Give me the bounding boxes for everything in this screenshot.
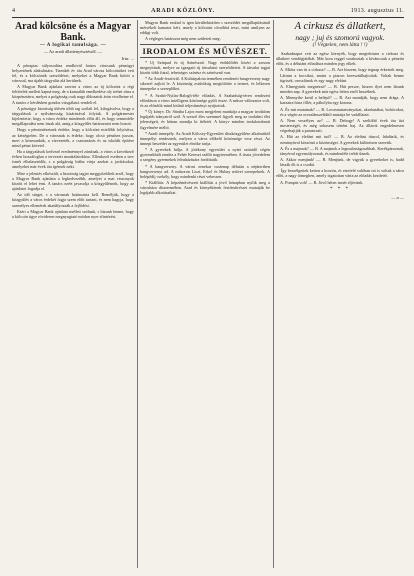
column-right (276, 20, 404, 568)
article-paragraph: Ha a tárgyalások kedvező eredménnyel zárulnak, a város a következő évben hozzáfoghat a tervezett munkálatokhoz. Ellenkező esetben a terv ismét elhalasztódik, s a polgárság hiába várja azokat a javításokat, amelyeket már évek óta ígérnek neki. (12, 149, 134, 170)
news-item: * Uj Színpad és új Színésznő. Nagy érdeklődés kíséri a szezon megnyitását, melyre az igazgató új társulatot szerződtetett. A társulat tagjai között több fiatal, tehetséges színész és színésznő van. (140, 59, 270, 75)
dialogue-line: A. Mióta van itt a cirkusz? — B. Azt hiszem, hogy tegnap érkeztek meg. Láttam a kocsikat, amint a piacon keresztülhajtottak. Voltak benne tigrisek, oroszlánok és egy nagy elefánt. (280, 67, 404, 83)
article-paragraph: A pénzpiac súlyosodása rendkívül fontos városunk pénzügyi helyzetének alakulására. Tizenkét év óta Arad városa kölcsönöket vett fel, és a kölcsönök szerződései, melyeket a Magyar Bank kötött a várossal, ma újabb tárgyalás alá kerülnek. (12, 62, 134, 83)
section-divider-stars: * * * (330, 186, 350, 192)
column-separator (137, 20, 138, 568)
newspaper-title: ARADI KÖZLÖNY. (151, 8, 216, 14)
feature-paragraph: Szabadnapot vett az egész környék, hogy megtekintse a cirkusz és állatkert vendégjátékát. Már kora reggel sorakoztak a kíváncsiak a pénztár előtt, és a délutáni előadásra minden jegy elkelt. (276, 51, 404, 67)
dialogue-line: A. Pompás volt! — B. Jövő héten ismét eljövünk. (280, 179, 364, 185)
news-item: * Kiállítás. A képzőművészeti kiállítás a jövő hónapban nyílik meg a városháza dísztermében. Arad és környékének festőművészei mutatják be legújabb alkotásaikat. (140, 180, 270, 196)
article-paragraph: Hogy a pénzintézetnek érdeke, hogy a kölcsönt mielőbb folyósítsa, az kétségtelen. De a városnak is érdeke, hogy olcsó pénzhez jusson, mert a közmunkák, a vízvezeték, a csatornázás és az iskolák építése mind pénzt követel. (12, 127, 134, 148)
dialogue-line: A. És mit mutatnak? — B. Lovasmutatványokat, akrobatákat, bohócokat, és a végén az oroszlánszelídítő mutatja be vadállatait. (280, 106, 404, 117)
news-item: * Az Aradi-fesztivál. A Kultúrpalota termében rendezett hangverseny nagy sikerrel zajlott le. A közönség zsúfolásig megtöltötte a termet, és lelkesen ünnepelte a szereplőket. (140, 76, 270, 92)
news-item: * A Szabó-Nyilas-Balogh-féle előadás. A Szabadság-téren rendezett előadáson a város intelligens közönsége gyűlt össze. A műsor változatos volt, és az előadók mind kitűnő teljesítményt nyújtottak. (140, 92, 270, 108)
news-item: * A hangverseny. A városi zenekar vasárnap délután a népkertben hangversenyt ad. A műsoron Liszt, Erkel és Hubay művei szerepelnek. A belépődíj csekély, hogy mindenki részt vehessen. (140, 163, 270, 179)
feature-subheading: nagy ; juj és szomorú vagyok. (295, 33, 385, 42)
author-signature: — a — (391, 194, 404, 200)
page-number: 4 (12, 8, 16, 14)
article-paragraph: Magyar Bank ezúttal is igen körültekintően s szerződés megállapításánál mérsékelt kamatot kért, amely a kölcsönt olcsóbbá teszi, mint amilyen az eddigi volt. (140, 20, 270, 36)
article-paragraph: A Magyar Bank ajánlata szerint a város az új kölcsönt a régi feltételek mellett kapná meg, de a kamatláb emelkedése oly terhet róna a közpénztárra, melyet a polgárság csak nagy áldozatok árán viselhetne el. A tanács e kérdésben gondos vizsgálatot rendelt el. (12, 84, 134, 105)
feature-heading: A cirkusz és állatkert, (294, 21, 386, 32)
masthead (12, 6, 404, 16)
dialogue-line: A. Akkor menjünk! — B. Menjünk, de vigyük a gyerekeket is, hadd lássák ők is a csodát. (280, 156, 404, 168)
column-separator (273, 20, 274, 568)
article-paragraph: A pénzügyi bizottság ülésén több tag szólalt fel, kifogásolva, hogy a tárgyalások a nyilvánosság kizárásával folytak. A polgármester kijelentette, hogy a város érdeke mindenek előtt áll, és hogy semmiféle megállapodást nem írnak alá, amíg a közgyűlés határozatot nem hozott. (12, 105, 134, 127)
article-subnote: — Az aradi állattenyésztésről. — (43, 49, 103, 54)
dialogue-line: A. És a majmok? — B. A majmok a legmulatságosabbak. Kerékpároznak, tányérral egyensúlyoznak, és mindenféle tréfát űznek. (280, 145, 404, 156)
article-byline: Irta: ... (121, 55, 134, 61)
column-left (12, 20, 134, 568)
article-subheading: — A logikai tanulsága. — (39, 43, 107, 48)
news-item: * Aradi ünnepély. Az Aradi Kölcsey-Egyesület díszközgyűlése alkalmából ünnepélyt rendeznek, melyen a város előkelő közönsége vesz részt. Az ünnepi beszédet az egyesület elnöke tartja. (140, 130, 270, 146)
masthead-rule (12, 17, 404, 18)
article-paragraph: Ezért a Magyar Bank ajánlata mellett szólunk, s bízunk benne, hogy a kölcsön ügye rövidesen megnyugtató módon nyer elintézést. (12, 208, 134, 219)
dialogue-line: A. Nem veszélyes az? — B. Dehogy! A szelídítő évek óta űzi mesterségét, és még sohasem történt baj. Az állatok engedelmesen végrehajtják a parancsait. (280, 117, 404, 134)
news-item: * Új könyv. Dr. Sántha Lajos most megjelent munkája a magyar irodalom legújabb irányairól szól. A szerző éles szemmel figyeli meg az irodalmi élet jelenségeit, és bátran mondja ki ítéletét. A könyv minden irodalombarát figyelmére méltó. (140, 109, 270, 130)
dialogue-line: A. Hát az elefánt mit tud? — B. Az elefánt táncol, labdázik, és ormányával köszönti a közönséget. A gyerekek különösen szeretik. (280, 134, 404, 145)
article-paragraph: Az idő sürget, s a városnak határoznia kell. Reméljük, hogy a közgyűlés a város érdekét fogja szem előtt tartani, és nem hagyja, hogy személyes ellentétek akadályozzák a fejlődést. (12, 192, 134, 208)
article-paragraph: A végleges határozat még nem született meg. (145, 36, 221, 42)
feature-note: (! Végtelen, nem látta ! !) (312, 42, 368, 48)
dialogue-line: A. Mennyibe kerül a belépő? — B. Azt mondják, hogy nem drága. A karzatra húsz fillér, a páholyba egy korona. (280, 95, 404, 106)
column-middle (140, 20, 270, 568)
news-item: * A gyerekek bálja. A jótékony egyesület a nyári szünidő végén gyermekbált rendez a Fehér Kereszt szálló nagytermében. A tiszta jövedelem a szegény gyermekek felruházására fordíttatik. (140, 147, 270, 163)
article-paragraph: Mire a jelentés elkészült, a bizottság tagjai meggyőződtek arról, hogy a Magyar Bank ajánlata a legkedvezőbb, amelyet a mai viszonyok között el lehet érni. A tanács ezért javasolja a közgyűlésnek, hogy az ajánlatot fogadja el. (12, 170, 134, 192)
dialogue-line: A. Elmegyünk megnézni? — B. Hát persze, hiszen ilyet nem látunk minden nap. A gyerekek már egész héten erről beszélnek. (280, 83, 404, 95)
feature-paragraph: Így beszélgettek ketten a korzón, és estefelé valóban ott is voltak a sátor előtt, a nagy tömegben, amely izgatottan várta az előadás kezdetét. (276, 168, 404, 179)
section-heading: IRODALOM ÉS MŰVÉSZET. (140, 44, 270, 58)
article-heading: Arad kölcsöne és a Magyar Bank. (14, 21, 132, 43)
issue-date: 1913. augusztus 11. (350, 8, 404, 14)
